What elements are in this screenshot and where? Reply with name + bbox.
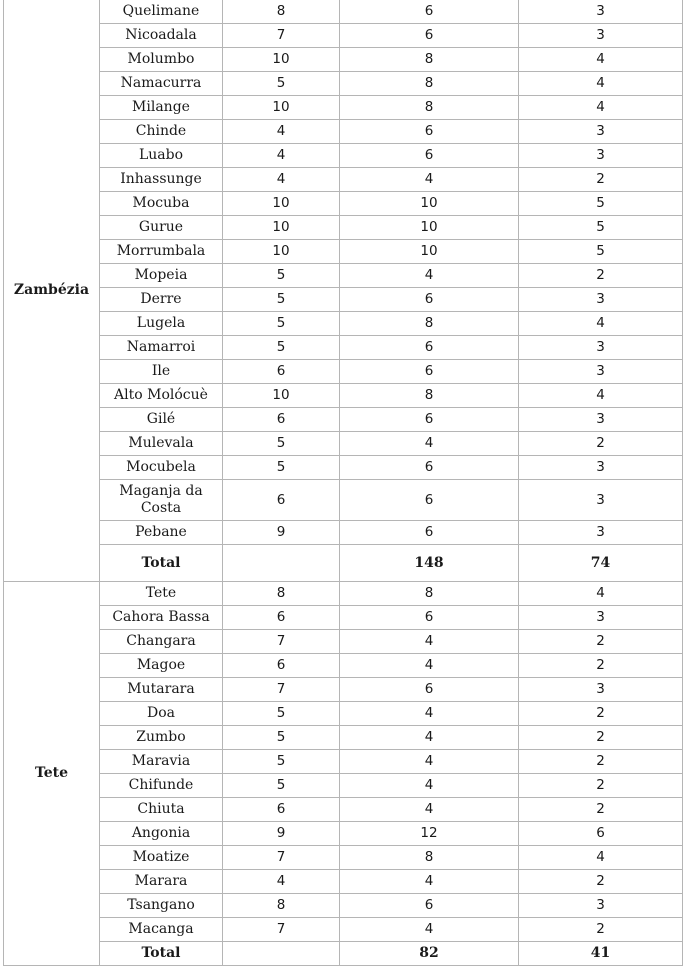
value-col2: 4: [340, 918, 519, 942]
district-name: Derre: [100, 288, 223, 312]
value-col3: 3: [519, 24, 683, 48]
district-name: Inhassunge: [100, 168, 223, 192]
district-name: Luabo: [100, 144, 223, 168]
value-col1: 7: [223, 630, 340, 654]
district-name: Cahora Bassa: [100, 606, 223, 630]
district-name: Changara: [100, 630, 223, 654]
total-col3: 41: [519, 942, 683, 966]
value-col2: 4: [340, 798, 519, 822]
value-col2: 10: [340, 216, 519, 240]
table-row: [4, 360, 683, 384]
table-row: [4, 918, 683, 942]
value-col3: 4: [519, 72, 683, 96]
value-col2: 6: [340, 408, 519, 432]
value-col1: 5: [223, 336, 340, 360]
value-col1: 4: [223, 120, 340, 144]
value-col3: 3: [519, 894, 683, 918]
value-col3: 3: [519, 360, 683, 384]
value-col2: 4: [340, 630, 519, 654]
value-col2: 8: [340, 846, 519, 870]
district-name: Milange: [100, 96, 223, 120]
value-col3: 4: [519, 312, 683, 336]
district-name: Tete: [100, 582, 223, 606]
value-col2: 8: [340, 96, 519, 120]
value-col3: 3: [519, 144, 683, 168]
value-col1: 6: [223, 606, 340, 630]
value-col2: 6: [340, 606, 519, 630]
table-row: [4, 630, 683, 654]
table-row: [4, 312, 683, 336]
table-row: [4, 192, 683, 216]
value-col1: 10: [223, 216, 340, 240]
total-row: [4, 942, 683, 966]
province-name: Tete: [4, 582, 100, 966]
table-row: [4, 606, 683, 630]
value-col2: 8: [340, 312, 519, 336]
value-col3: 3: [519, 606, 683, 630]
value-col3: 2: [519, 168, 683, 192]
table-row: [4, 216, 683, 240]
total-row: [4, 545, 683, 582]
value-col1: 8: [223, 894, 340, 918]
value-col3: 2: [519, 654, 683, 678]
table-row: [4, 654, 683, 678]
table-row: [4, 822, 683, 846]
table-body: [4, 0, 683, 966]
value-col1: 10: [223, 192, 340, 216]
value-col3: 3: [519, 336, 683, 360]
value-col3: 2: [519, 918, 683, 942]
total-label: Total: [100, 942, 223, 966]
total-col2: 82: [340, 942, 519, 966]
value-col3: 2: [519, 630, 683, 654]
value-col3: 2: [519, 750, 683, 774]
value-col2: 6: [340, 0, 519, 24]
value-col3: 2: [519, 264, 683, 288]
value-col2: 6: [340, 336, 519, 360]
value-col3: 2: [519, 870, 683, 894]
value-col3: 5: [519, 240, 683, 264]
table-row: [4, 870, 683, 894]
district-name: Ile: [100, 360, 223, 384]
value-col2: 8: [340, 72, 519, 96]
value-col2: 6: [340, 894, 519, 918]
value-col3: 3: [519, 288, 683, 312]
value-col2: 8: [340, 48, 519, 72]
value-col3: 2: [519, 774, 683, 798]
value-col3: 2: [519, 702, 683, 726]
table-row: [4, 336, 683, 360]
table-row: [4, 72, 683, 96]
table-row: [4, 144, 683, 168]
table-row: [4, 168, 683, 192]
table-row: [4, 24, 683, 48]
table-row: [4, 408, 683, 432]
value-col2: 8: [340, 384, 519, 408]
table-row: [4, 96, 683, 120]
district-name: Maganja da Costa: [100, 480, 223, 521]
value-col1: 5: [223, 432, 340, 456]
table-row: [4, 582, 683, 606]
value-col2: 6: [340, 288, 519, 312]
district-name: Maravia: [100, 750, 223, 774]
value-col2: 6: [340, 120, 519, 144]
district-name: Doa: [100, 702, 223, 726]
value-col1: 6: [223, 408, 340, 432]
district-name: Mutarara: [100, 678, 223, 702]
value-col3: 6: [519, 822, 683, 846]
district-name: Chinde: [100, 120, 223, 144]
total-col2: 148: [340, 545, 519, 582]
table-row: [4, 240, 683, 264]
district-name: Molumbo: [100, 48, 223, 72]
district-name: Mulevala: [100, 432, 223, 456]
value-col3: 4: [519, 384, 683, 408]
district-name: Mocuba: [100, 192, 223, 216]
value-col1: 9: [223, 521, 340, 545]
value-col2: 4: [340, 168, 519, 192]
value-col1: 5: [223, 726, 340, 750]
value-col3: 4: [519, 96, 683, 120]
value-col1: 7: [223, 846, 340, 870]
district-name: Chifunde: [100, 774, 223, 798]
value-col1: 10: [223, 240, 340, 264]
value-col2: 4: [340, 702, 519, 726]
table-row: [4, 288, 683, 312]
value-col1: 10: [223, 48, 340, 72]
value-col2: 6: [340, 678, 519, 702]
province-name: Zambézia: [4, 0, 100, 582]
district-name: Mocubela: [100, 456, 223, 480]
table-row: [4, 480, 683, 521]
value-col1: 7: [223, 918, 340, 942]
value-col1: 10: [223, 384, 340, 408]
value-col2: 12: [340, 822, 519, 846]
value-col3: 3: [519, 120, 683, 144]
value-col1: 4: [223, 144, 340, 168]
value-col3: 3: [519, 678, 683, 702]
table-row: [4, 264, 683, 288]
value-col1: 6: [223, 798, 340, 822]
value-col3: 3: [519, 521, 683, 545]
value-col1: 7: [223, 24, 340, 48]
total-col1: [223, 942, 340, 966]
value-col3: 4: [519, 846, 683, 870]
value-col2: 4: [340, 870, 519, 894]
value-col2: 8: [340, 582, 519, 606]
district-name: Mopeia: [100, 264, 223, 288]
value-col3: 2: [519, 798, 683, 822]
value-col3: 3: [519, 0, 683, 24]
value-col1: 6: [223, 360, 340, 384]
district-name: Namarroi: [100, 336, 223, 360]
district-name: Chiuta: [100, 798, 223, 822]
district-name: Zumbo: [100, 726, 223, 750]
total-col1: [223, 545, 340, 582]
value-col1: 5: [223, 456, 340, 480]
value-col1: 6: [223, 480, 340, 521]
value-col1: 8: [223, 582, 340, 606]
district-name: Pebane: [100, 521, 223, 545]
district-name: Lugela: [100, 312, 223, 336]
value-col3: 3: [519, 456, 683, 480]
value-col3: 4: [519, 48, 683, 72]
district-name: Macanga: [100, 918, 223, 942]
value-col3: 4: [519, 582, 683, 606]
value-col1: 10: [223, 96, 340, 120]
value-col2: 10: [340, 192, 519, 216]
value-col2: 4: [340, 726, 519, 750]
district-name: Magoe: [100, 654, 223, 678]
value-col2: 10: [340, 240, 519, 264]
value-col1: 5: [223, 288, 340, 312]
value-col3: 3: [519, 408, 683, 432]
value-col2: 6: [340, 456, 519, 480]
district-name: Moatize: [100, 846, 223, 870]
value-col1: 5: [223, 750, 340, 774]
value-col2: 4: [340, 774, 519, 798]
table-row: [4, 774, 683, 798]
table-row: [4, 798, 683, 822]
value-col1: 5: [223, 774, 340, 798]
value-col2: 6: [340, 521, 519, 545]
table-row: [4, 726, 683, 750]
value-col2: 4: [340, 750, 519, 774]
value-col3: 5: [519, 216, 683, 240]
value-col2: 6: [340, 24, 519, 48]
value-col1: 5: [223, 264, 340, 288]
district-name: Alto Molócuè: [100, 384, 223, 408]
table-row: [4, 846, 683, 870]
table-row: [4, 678, 683, 702]
district-name: Morrumbala: [100, 240, 223, 264]
district-name: Quelimane: [100, 0, 223, 24]
table-row: [4, 750, 683, 774]
table-row: [4, 120, 683, 144]
table-row: [4, 456, 683, 480]
district-name: Namacurra: [100, 72, 223, 96]
district-table: [3, 0, 683, 966]
table-row: [4, 0, 683, 24]
table-row: [4, 702, 683, 726]
value-col1: 8: [223, 0, 340, 24]
value-col1: 9: [223, 822, 340, 846]
value-col1: 5: [223, 312, 340, 336]
district-name: Tsangano: [100, 894, 223, 918]
value-col2: 6: [340, 360, 519, 384]
value-col1: 4: [223, 168, 340, 192]
value-col3: 2: [519, 726, 683, 750]
district-name: Marara: [100, 870, 223, 894]
value-col1: 6: [223, 654, 340, 678]
value-col2: 6: [340, 144, 519, 168]
value-col2: 4: [340, 264, 519, 288]
district-name: Nicoadala: [100, 24, 223, 48]
value-col1: 5: [223, 702, 340, 726]
value-col3: 3: [519, 480, 683, 521]
district-name: Angonia: [100, 822, 223, 846]
table-row: [4, 432, 683, 456]
value-col2: 4: [340, 432, 519, 456]
value-col2: 4: [340, 654, 519, 678]
district-name: Gurue: [100, 216, 223, 240]
value-col1: 7: [223, 678, 340, 702]
value-col3: 2: [519, 432, 683, 456]
table-row: [4, 521, 683, 545]
value-col2: 6: [340, 480, 519, 521]
total-col3: 74: [519, 545, 683, 582]
district-name: Gilé: [100, 408, 223, 432]
value-col3: 5: [519, 192, 683, 216]
table-row: [4, 48, 683, 72]
value-col1: 4: [223, 870, 340, 894]
table-row: [4, 894, 683, 918]
total-label: Total: [100, 545, 223, 582]
value-col1: 5: [223, 72, 340, 96]
table-row: [4, 384, 683, 408]
